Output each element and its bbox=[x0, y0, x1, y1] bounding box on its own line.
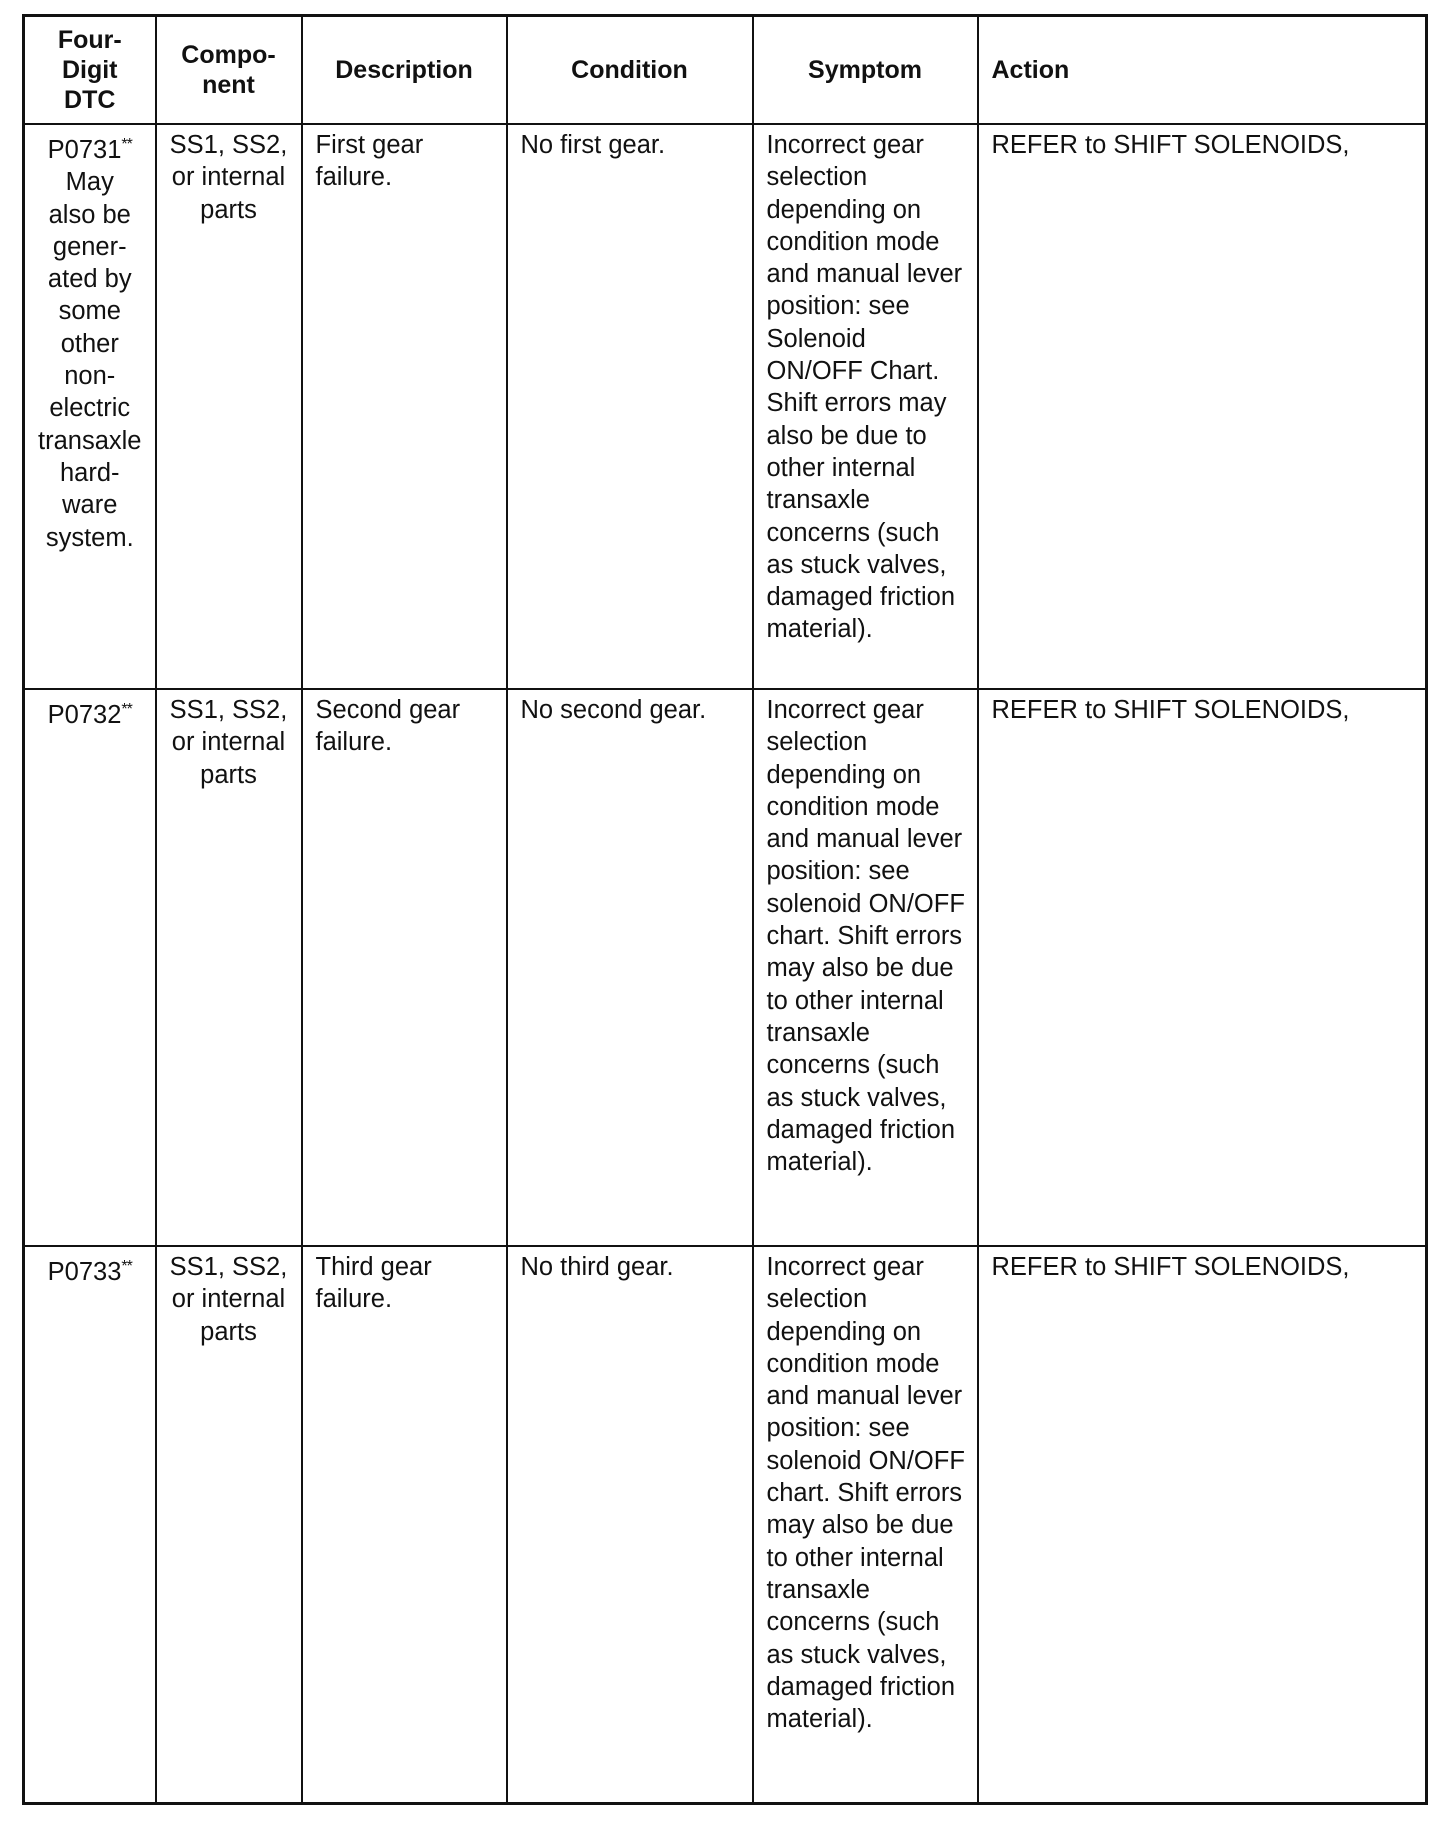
cell-symptom: Incorrect gear selection depending on condition mode and manual lever position: see solenoid ON/OFF chart. Shift errors may also be due to other internal transaxle concerns (such as stuck valves, damaged friction material). bbox=[753, 1246, 978, 1804]
cell-dtc bbox=[24, 689, 156, 1246]
cell-dtc bbox=[24, 124, 156, 689]
dtc-code: P0731** bbox=[47, 136, 132, 164]
cell-component: SS1, SS2, or internal parts bbox=[156, 1246, 302, 1804]
dtc-code: P0733** bbox=[47, 1258, 132, 1286]
table-row bbox=[24, 124, 1427, 689]
cell-symptom: Incorrect gear selection depending on condition mode and manual lever position: see Solenoid ON/OFF Chart. Shift errors may also be due to other internal transaxle concerns (such as stuck valves, damaged friction material). bbox=[753, 124, 978, 689]
header-action: Action bbox=[978, 16, 1427, 125]
header-description: Description bbox=[302, 16, 507, 125]
dtc-table bbox=[22, 14, 1428, 1805]
footnote-mark: ** bbox=[121, 1258, 132, 1275]
cell-description: Third gear failure. bbox=[302, 1246, 507, 1804]
cell-condition: No first gear. bbox=[507, 124, 753, 689]
cell-component: SS1, SS2, or internal parts bbox=[156, 124, 302, 689]
cell-dtc bbox=[24, 1246, 156, 1804]
cell-description: First gear failure. bbox=[302, 124, 507, 689]
dtc-note: May also be gener- ated by some other non- electric transaxle hard- ware system. bbox=[38, 168, 142, 552]
cell-action: REFER to SHIFT SOLENOIDS, bbox=[978, 689, 1427, 1246]
cell-condition: No second gear. bbox=[507, 689, 753, 1246]
header-component: Compo- nent bbox=[156, 16, 302, 125]
cell-action: REFER to SHIFT SOLENOIDS, bbox=[978, 124, 1427, 689]
cell-description: Second gear failure. bbox=[302, 689, 507, 1246]
footnote-mark: ** bbox=[121, 701, 132, 718]
table-row bbox=[24, 689, 1427, 1246]
footnote-mark: ** bbox=[121, 136, 132, 153]
cell-condition: No third gear. bbox=[507, 1246, 753, 1804]
header-dtc: Four- Digit DTC bbox=[24, 16, 156, 125]
cell-symptom: Incorrect gear selection depending on condition mode and manual lever position: see solenoid ON/OFF chart. Shift errors may also be due to other internal transaxle concerns (such as stuck valves, damaged friction material). bbox=[753, 689, 978, 1246]
header-condition: Condition bbox=[507, 16, 753, 125]
table-header bbox=[24, 16, 1427, 125]
dtc-code: P0732** bbox=[47, 701, 132, 729]
cell-action: REFER to SHIFT SOLENOIDS, bbox=[978, 1246, 1427, 1804]
table-row bbox=[24, 1246, 1427, 1804]
cell-component: SS1, SS2, or internal parts bbox=[156, 689, 302, 1246]
header-row bbox=[24, 16, 1427, 125]
header-symptom: Symptom bbox=[753, 16, 978, 125]
